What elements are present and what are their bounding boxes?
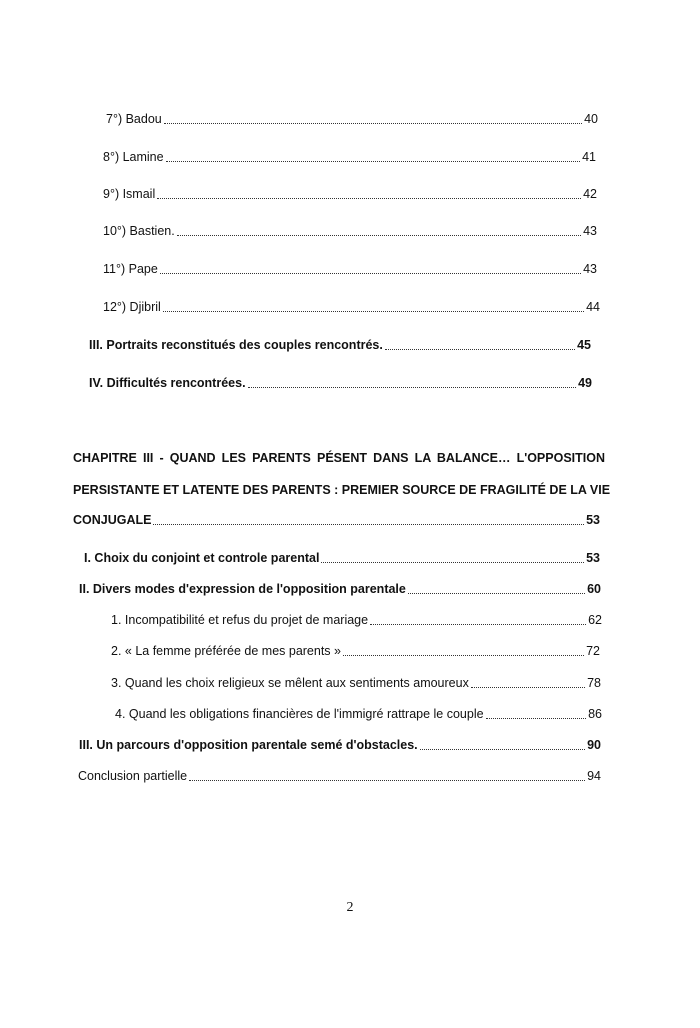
toc-entry-page: 40 xyxy=(584,112,598,126)
toc-entry-ismail[interactable] xyxy=(103,186,597,202)
toc-section-label: 2. « La femme préférée de mes parents » xyxy=(111,644,341,658)
toc-entry-label: 9°) Ismail xyxy=(103,187,156,201)
toc-section-page: 60 xyxy=(587,582,601,596)
toc-entry-page: 45 xyxy=(577,338,591,352)
dot-leader xyxy=(248,376,576,388)
toc-entry-page: 43 xyxy=(583,224,597,238)
toc-entry-label: 7°) Badou xyxy=(106,112,162,126)
toc-section-label: I. Choix du conjoint et controle parental xyxy=(84,551,320,565)
toc-subsection-choix-religieux[interactable] xyxy=(111,675,601,691)
toc-section-parcours[interactable] xyxy=(79,737,601,753)
toc-entry-label: 8°) Lamine xyxy=(103,150,164,164)
toc-section-label: III. Un parcours d'opposition parentale semé d'obstacles. xyxy=(79,738,418,752)
toc-entry-difficultes[interactable] xyxy=(89,375,592,391)
dot-leader xyxy=(370,613,586,625)
toc-entry-djibril[interactable] xyxy=(103,299,600,315)
dot-leader xyxy=(321,551,584,563)
dot-leader xyxy=(471,676,585,688)
dot-leader xyxy=(420,738,585,750)
toc-section-page: 62 xyxy=(588,613,602,627)
dot-leader xyxy=(166,150,580,162)
toc-section-label: II. Divers modes d'expression de l'opposition parentale xyxy=(79,582,406,596)
toc-section-page: 90 xyxy=(587,738,601,752)
dot-leader xyxy=(486,707,586,719)
toc-section-label: 4. Quand les obligations financières de l'immigré rattrape le couple xyxy=(115,707,484,721)
dot-leader xyxy=(385,338,575,350)
page-number: 2 xyxy=(346,900,354,915)
toc-entry-label: III. Portraits reconstitués des couples rencontrés. xyxy=(89,338,383,352)
chapter-heading-line-3[interactable] xyxy=(73,512,600,528)
toc-section-divers-modes[interactable] xyxy=(79,581,601,597)
toc-entry-label: 11°) Pape xyxy=(103,262,158,276)
toc-section-label: Conclusion partielle xyxy=(78,769,188,783)
dot-leader xyxy=(153,513,584,525)
toc-section-choix[interactable] xyxy=(84,550,600,566)
toc-subsection-incompatibilite[interactable] xyxy=(111,612,602,628)
toc-entry-bastien[interactable] xyxy=(103,223,597,239)
dot-leader xyxy=(164,112,582,124)
dot-leader xyxy=(343,644,584,656)
toc-entry-page: 44 xyxy=(586,300,600,314)
toc-subsection-femme-preferee[interactable] xyxy=(111,643,600,659)
chapter-heading-line-1[interactable]: CHAPITRE III - QUAND LES PARENTS PÉSENT DANS LA BALANCE… L'OPPOSITION xyxy=(73,451,605,465)
dot-leader xyxy=(177,224,581,236)
toc-entry-label: IV. Difficultés rencontrées. xyxy=(89,376,246,390)
dot-leader xyxy=(189,769,585,781)
toc-entry-pape[interactable] xyxy=(103,261,597,277)
toc-subsection-obligations[interactable] xyxy=(115,706,602,722)
toc-entry-page: 42 xyxy=(583,187,597,201)
toc-section-page: 72 xyxy=(586,644,600,658)
dot-leader xyxy=(163,300,584,312)
dot-leader xyxy=(160,262,581,274)
toc-section-page: 86 xyxy=(588,707,602,721)
toc-section-conclusion[interactable] xyxy=(78,768,601,784)
toc-section-page: 78 xyxy=(587,676,601,690)
toc-entry-page: 49 xyxy=(578,376,592,390)
chapter-heading-page: 53 xyxy=(586,513,600,527)
dot-leader xyxy=(157,187,581,199)
toc-entry-label: 10°) Bastien. xyxy=(103,224,175,238)
toc-entry-label: 12°) Djibril xyxy=(103,300,161,314)
dot-leader xyxy=(408,582,585,594)
toc-section-page: 53 xyxy=(586,551,600,565)
toc-entry-page: 43 xyxy=(583,262,597,276)
chapter-heading-label: CONJUGALE xyxy=(73,513,152,527)
toc-entry-lamine[interactable] xyxy=(103,149,596,165)
chapter-heading-line-2[interactable]: PERSISTANTE ET LATENTE DES PARENTS : PREMIER SOURCE DE FRAGILITÉ DE LA VIE xyxy=(73,483,611,497)
toc-section-label: 3. Quand les choix religieux se mêlent aux sentiments amoureux xyxy=(111,676,469,690)
toc-entry-page: 41 xyxy=(582,150,596,164)
toc-entry-portraits[interactable] xyxy=(89,337,591,353)
toc-section-label: 1. Incompatibilité et refus du projet de mariage xyxy=(111,613,369,627)
toc-entry-badou[interactable] xyxy=(106,111,598,127)
toc-section-page: 94 xyxy=(587,769,601,783)
